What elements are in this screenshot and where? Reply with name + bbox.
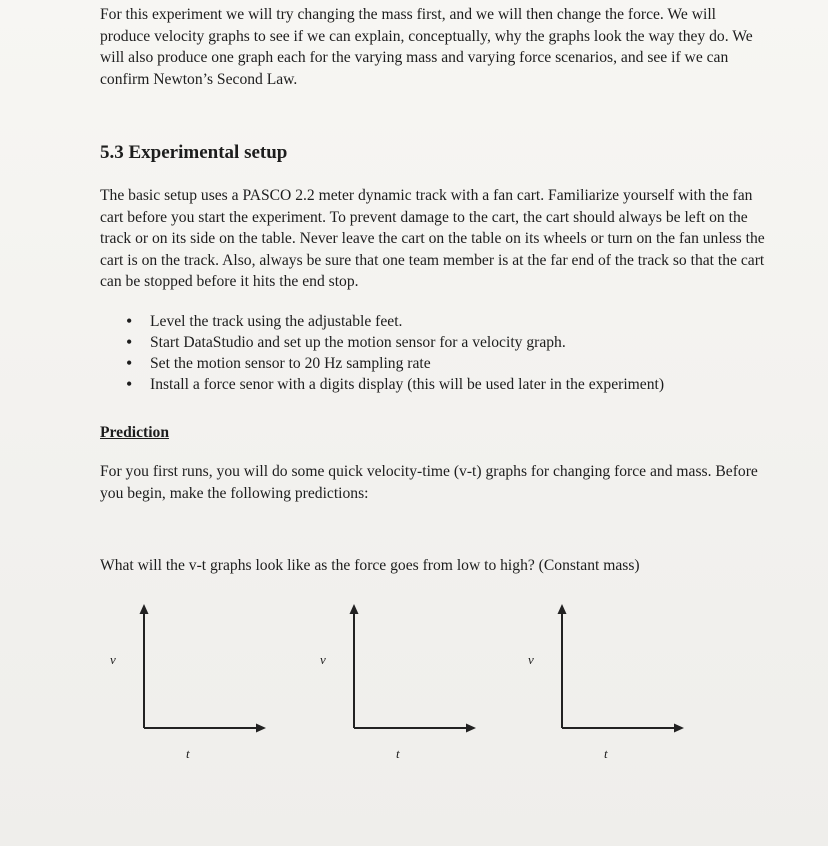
bullet-item: • Start DataStudio and set up the motion sensor for a velocity graph. bbox=[126, 332, 664, 353]
graph-axes bbox=[310, 600, 470, 740]
graph-axes bbox=[100, 600, 260, 740]
section-heading: 5.3 Experimental setup bbox=[100, 142, 288, 163]
v-axis-label: v bbox=[110, 652, 116, 667]
setup-paragraph: The basic setup uses a PASCO 2.2 meter dynamic track with a fan cart. Familiarize yourself with the fan cart before you start the experiment. To prevent damage to the cart, the cart should always be left on the track or on its side on the table. Never leave the cart on the table on its wheels or turn on the fan unless the cart is on the track. Also, always be sure that one team member is at the far end of the track so that the cart can be stopped before it hits the end stop. bbox=[100, 187, 765, 290]
bullet-item: • Level the track using the adjustable feet. bbox=[126, 311, 664, 332]
t-axis-label: t bbox=[396, 746, 400, 761]
prediction-question: What will the v-t graphs look like as the force goes from low to high? (Constant mass) bbox=[100, 557, 640, 574]
t-axis-label: t bbox=[186, 746, 190, 761]
graph-axes bbox=[518, 600, 678, 740]
vt-graph-blank-2 bbox=[310, 600, 470, 780]
v-axis-label: v bbox=[320, 652, 326, 667]
v-axis-label: v bbox=[528, 652, 534, 667]
setup-bullet-list bbox=[126, 311, 664, 395]
prediction-paragraph: For you first runs, you will do some quick velocity-time (v-t) graphs for changing force and mass. Before you begin, make the following predictions: bbox=[100, 463, 758, 502]
t-axis-label: t bbox=[604, 746, 608, 761]
vt-graph-blank-1 bbox=[100, 600, 260, 780]
prediction-heading: Prediction bbox=[100, 424, 170, 441]
intro-paragraph: For this experiment we will try changing the mass first, and we will then change the force. We will produce velocity graphs to see if we can explain, conceptually, why the graphs look the way they do. We will also produce one graph each for the varying mass and varying force scenarios, and see if we can confirm Newton’s Second Law. bbox=[100, 6, 753, 88]
vt-graph-blank-3 bbox=[518, 600, 678, 780]
bullet-item: • Set the motion sensor to 20 Hz sampling rate bbox=[126, 353, 664, 374]
bullet-item: • Install a force senor with a digits display (this will be used later in the experiment) bbox=[126, 374, 664, 395]
